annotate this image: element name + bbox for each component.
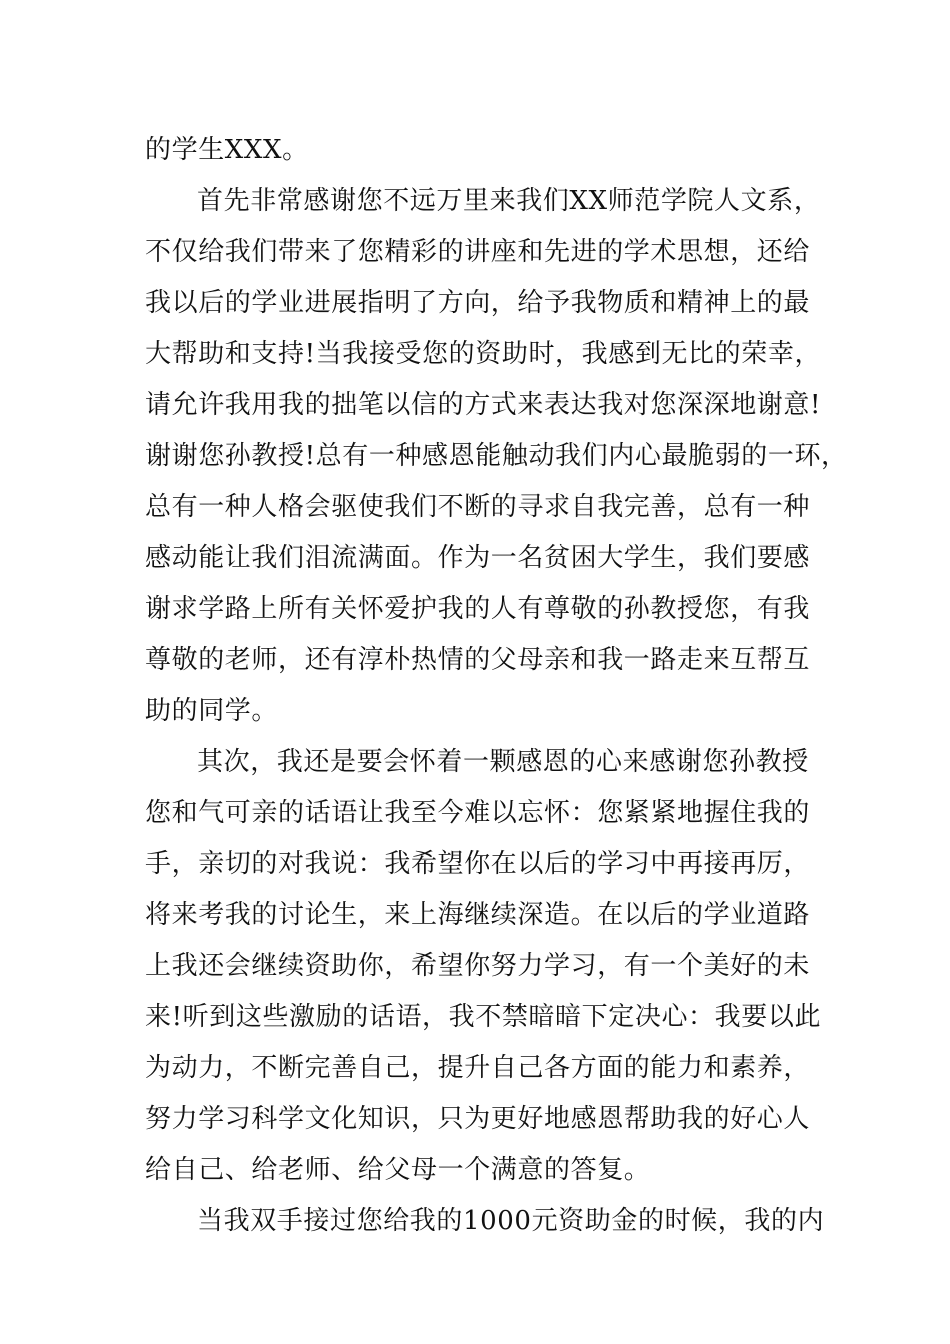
text-line: 大帮助和支持!当我接受您的资助时，我感到无比的荣幸， (145, 339, 822, 369)
text-line: 尊敬的老师，还有淳朴热情的父母亲和我一路走来互帮互 (145, 645, 811, 675)
paragraph-first-line: 首先非常感谢您不远万里来我们XX师范学院人文系， (197, 186, 821, 216)
text-line: 上我还会继续资助你，希望你努力学习，有一个美好的未 (145, 951, 811, 981)
text-line: 谢谢您孙教授!总有一种感恩能触动我们内心最脆弱的一环， (145, 441, 848, 471)
text-line: 努力学习科学文化知识，只为更好地感恩帮助我的好心人 (145, 1104, 811, 1134)
text-line: 来!听到这些激励的话语，我不禁暗暗下定决心：我要以此 (145, 1002, 822, 1032)
text-line: 感动能让我们泪流满面。作为一名贫困大学生，我们要感 (145, 543, 811, 573)
text-line: 的学生XXX。 (145, 135, 309, 165)
text-line: 我以后的学业进展指明了方向，给予我物质和精神上的最 (145, 288, 811, 318)
paragraph-first-line: 其次，我还是要会怀着一颗感恩的心来感谢您孙教授 (197, 747, 809, 777)
text-line: 谢求学路上所有关怀爱护我的人有尊敬的孙教授您，有我 (145, 594, 811, 624)
text-line: 您和气可亲的话语让我至今难以忘怀：您紧紧地握住我的 (145, 798, 811, 828)
text-line: 助的同学。 (145, 696, 279, 726)
text-line: 请允许我用我的拙笔以信的方式来表达我对您深深地谢意! (145, 390, 822, 420)
text-line: 手，亲切的对我说：我希望你在以后的学习中再接再厉， (145, 849, 811, 879)
paragraph-first-line: 当我双手接过您给我的1000元资助金的时候，我的内 (197, 1206, 825, 1236)
text-line: 不仅给我们带来了您精彩的讲座和先进的学术思想，还给 (145, 237, 811, 267)
text-line: 总有一种人格会驱使我们不断的寻求自我完善，总有一种 (145, 492, 811, 522)
text-line: 为动力，不断完善自己，提升自己各方面的能力和素养， (145, 1053, 811, 1083)
text-line: 将来考我的讨论生，来上海继续深造。在以后的学业道路 (145, 900, 811, 930)
text-line: 给自己、给老师、给父母一个满意的答复。 (145, 1155, 651, 1185)
